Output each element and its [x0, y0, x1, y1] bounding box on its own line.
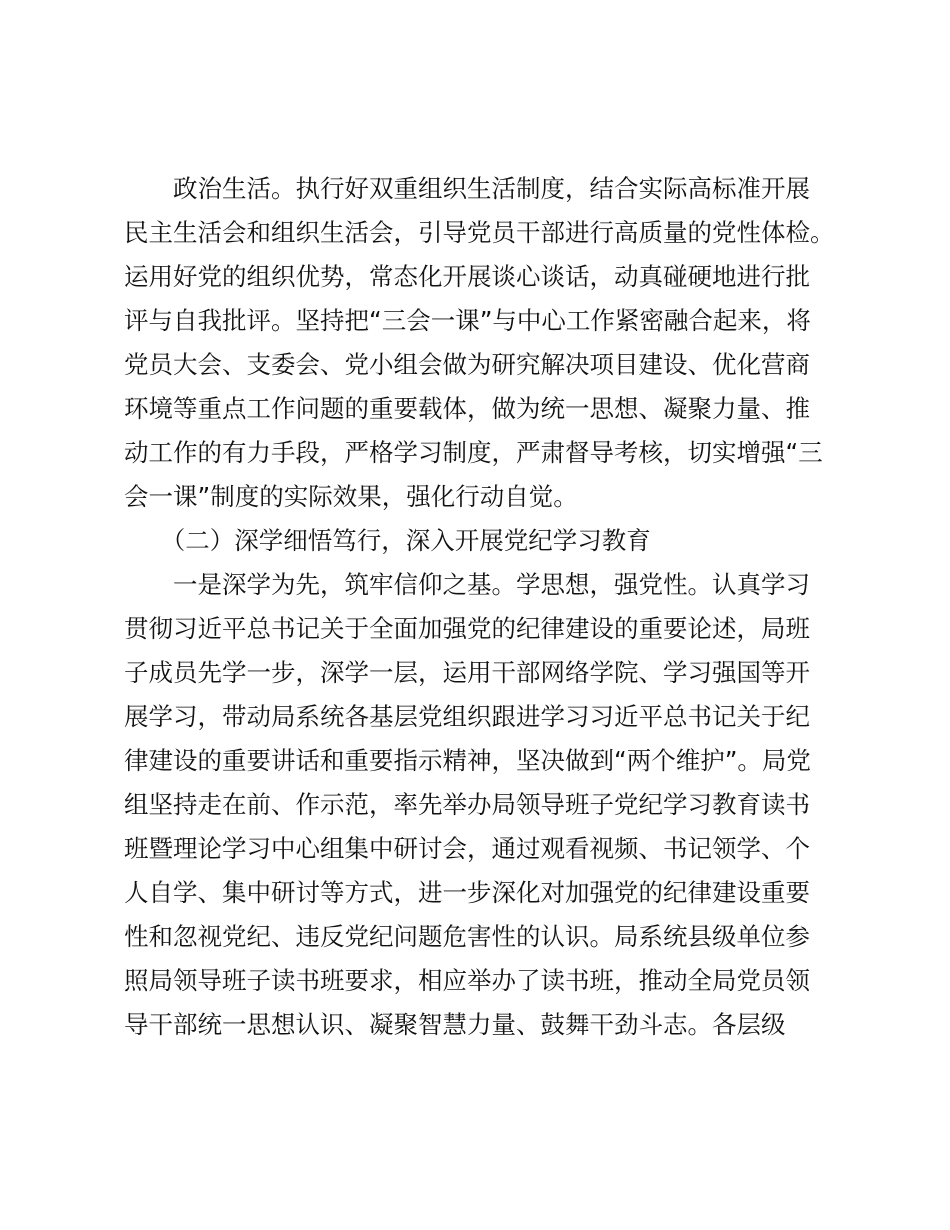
text-line: 运用好党的组织优势，常态化开展谈心谈话，动真碰硬地进行批 [124, 262, 810, 291]
text-line: 照局领导班子读书班要求，相应举办了读书班，推动全局党员领 [124, 966, 810, 995]
text-line: 导干部统一思想认识、凝聚智慧力量、鼓舞干劲斗志。各层级 [124, 1010, 786, 1039]
text-line: 人自学、集中研讨等方式，进一步深化对加强党的纪律建设重要 [124, 878, 810, 907]
text-line: 党员大会、支委会、党小组会做为研究解决项目建设、优化营商 [124, 350, 810, 379]
text-line: 班暨理论学习中心组集中研讨会，通过观看视频、书记领学、个 [124, 834, 810, 863]
text-line: 性和忽视党纪、违反党纪问题危害性的认识。局系统县级单位参 [124, 922, 810, 951]
text-line: 子成员先学一步，深学一层，运用干部网络学院、学习强国等开 [124, 658, 810, 687]
text-line: 组坚持走在前、作示范，率先举办局领导班子党纪学习教育读书 [124, 790, 810, 819]
text-line: 政治生活。执行好双重组织生活制度，结合实际高标准开展 [124, 174, 810, 203]
text-line: 民主生活会和组织生活会，引导党员干部进行高质量的党性体检。 [124, 218, 835, 247]
text-line: 动工作的有力手段，严格学习制度，严肃督导考核，切实增强“三 [124, 438, 823, 467]
text-line: 律建设的重要讲话和重要指示精神，坚决做到“两个维护”。局党 [124, 746, 811, 775]
text-line: 展学习，带动局系统各基层党组织跟进学习习近平总书记关于纪 [124, 702, 810, 731]
section-heading: （二）深学细悟笃行，深入开展党纪学习教育 [124, 526, 651, 555]
text-line: 评与自我批评。坚持把“三会一课”与中心工作紧密融合起来，将 [124, 306, 811, 335]
body-text [124, 167, 844, 1047]
text-line: 会一课”制度的实际效果，强化行动自觉。 [124, 482, 578, 511]
text-line: 贯彻习近平总书记关于全面加强党的纪律建设的重要论述，局班 [124, 614, 810, 643]
text-line: 一是深学为先，筑牢信仰之基。学思想，强党性。认真学习 [124, 570, 810, 599]
text-line: 环境等重点工作问题的重要载体，做为统一思想、凝聚力量、推 [124, 394, 810, 423]
